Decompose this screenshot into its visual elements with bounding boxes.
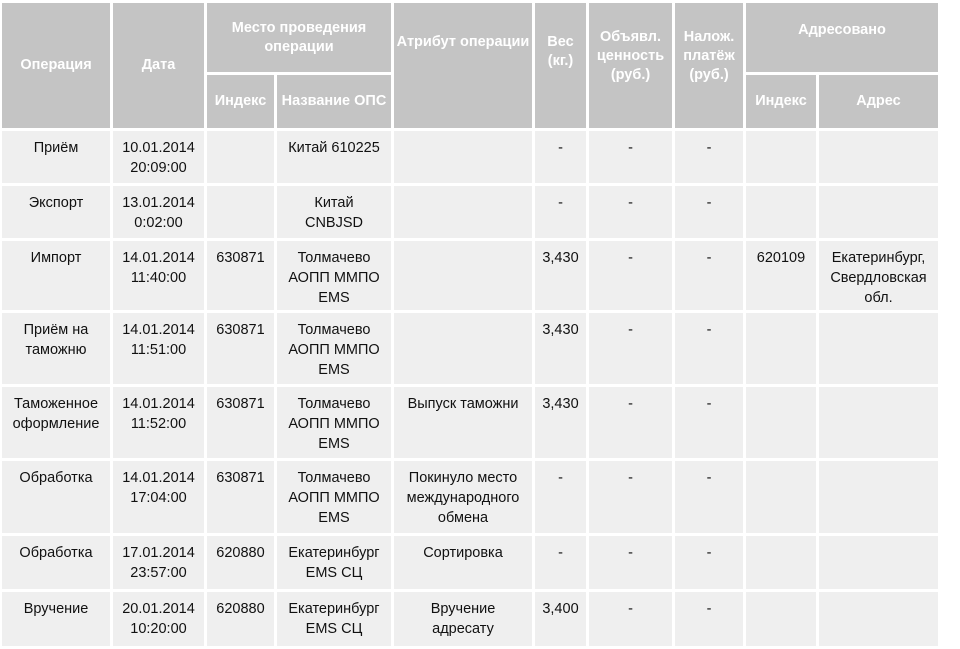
cell-declared-value: - [589, 592, 672, 646]
cell-cod: - [675, 313, 743, 384]
cell-place-index: 630871 [207, 313, 274, 384]
cell-address [819, 131, 938, 183]
header-addr-index: Индекс [746, 75, 816, 128]
cell-declared-value: - [589, 313, 672, 384]
table-row [2, 592, 938, 646]
cell-cod: - [675, 387, 743, 458]
table-row [2, 536, 938, 589]
cell-date: 20.01.2014 10:20:00 [113, 592, 204, 646]
cell-place-index: 630871 [207, 461, 274, 533]
cell-date: 13.01.2014 0:02:00 [113, 186, 204, 238]
cell-operation: Импорт [2, 241, 110, 310]
header-cod: Налож. платёж (руб.) [675, 3, 743, 128]
cell-attribute [394, 186, 532, 238]
cell-attribute [394, 241, 532, 310]
cell-declared-value: - [589, 131, 672, 183]
cell-weight: - [535, 131, 586, 183]
cell-addr-index [746, 592, 816, 646]
cell-address [819, 387, 938, 458]
cell-operation: Таможенное оформление [2, 387, 110, 458]
cell-place-index: 620880 [207, 536, 274, 589]
cell-cod: - [675, 131, 743, 183]
cell-declared-value: - [589, 241, 672, 310]
cell-place-name: Китай CNBJSD [277, 186, 391, 238]
cell-place-index [207, 131, 274, 183]
header-place-name: Название ОПС [277, 75, 391, 128]
cell-place-index [207, 186, 274, 238]
cell-place-index: 620880 [207, 592, 274, 646]
cell-address [819, 592, 938, 646]
table-row [2, 186, 938, 238]
cell-addr-index [746, 461, 816, 533]
cell-operation: Обработка [2, 461, 110, 533]
cell-place-index: 630871 [207, 387, 274, 458]
header-declared-value: Объявл. ценность (руб.) [589, 3, 672, 128]
cell-weight: - [535, 536, 586, 589]
cell-attribute: Вручение адресату [394, 592, 532, 646]
cell-place-index: 630871 [207, 241, 274, 310]
cell-addr-index [746, 186, 816, 238]
cell-operation: Приём [2, 131, 110, 183]
cell-addr-index [746, 313, 816, 384]
cell-cod: - [675, 592, 743, 646]
cell-operation: Обработка [2, 536, 110, 589]
cell-operation: Вручение [2, 592, 110, 646]
cell-place-name: Толмачево АОПП ММПО EMS [277, 461, 391, 533]
cell-date: 14.01.2014 11:52:00 [113, 387, 204, 458]
header-addr-address: Адрес [819, 75, 938, 128]
cell-attribute: Сортировка [394, 536, 532, 589]
cell-date: 14.01.2014 17:04:00 [113, 461, 204, 533]
cell-date: 17.01.2014 23:57:00 [113, 536, 204, 589]
header-place: Место проведения операции [207, 3, 391, 72]
cell-operation: Экспорт [2, 186, 110, 238]
cell-cod: - [675, 241, 743, 310]
cell-date: 14.01.2014 11:51:00 [113, 313, 204, 384]
cell-address [819, 536, 938, 589]
header-addressed: Адресовано [746, 3, 938, 72]
cell-declared-value: - [589, 387, 672, 458]
cell-place-name: Толмачево АОПП ММПО EMS [277, 387, 391, 458]
cell-declared-value: - [589, 186, 672, 238]
cell-addr-index [746, 131, 816, 183]
cell-cod: - [675, 536, 743, 589]
cell-weight: 3,430 [535, 313, 586, 384]
cell-declared-value: - [589, 536, 672, 589]
cell-weight: 3,430 [535, 241, 586, 310]
table-row [2, 461, 938, 533]
cell-weight: 3,430 [535, 387, 586, 458]
cell-place-name: Китай 610225 [277, 131, 391, 183]
cell-address: Екатеринбург, Свердловская обл. [819, 241, 938, 310]
cell-address [819, 186, 938, 238]
cell-place-name: Екатеринбург EMS СЦ [277, 592, 391, 646]
cell-operation: Приём на таможню [2, 313, 110, 384]
header-date: Дата [113, 3, 204, 128]
cell-place-name: Толмачево АОПП ММПО EMS [277, 313, 391, 384]
cell-declared-value: - [589, 461, 672, 533]
cell-cod: - [675, 186, 743, 238]
table-row [2, 131, 938, 183]
header-weight: Вес (кг.) [535, 3, 586, 128]
cell-date: 10.01.2014 20:09:00 [113, 131, 204, 183]
cell-date: 14.01.2014 11:40:00 [113, 241, 204, 310]
cell-attribute [394, 313, 532, 384]
cell-address [819, 461, 938, 533]
header-operation: Операция [2, 3, 110, 128]
cell-place-name: Екатеринбург EMS СЦ [277, 536, 391, 589]
cell-attribute [394, 131, 532, 183]
header-place-index: Индекс [207, 75, 274, 128]
table-row [2, 241, 938, 310]
cell-addr-index: 620109 [746, 241, 816, 310]
cell-addr-index [746, 387, 816, 458]
table-row [2, 313, 938, 384]
cell-addr-index [746, 536, 816, 589]
header-attribute: Атрибут операции [394, 3, 532, 128]
cell-weight: - [535, 186, 586, 238]
cell-address [819, 313, 938, 384]
cell-place-name: Толмачево АОПП ММПО EMS [277, 241, 391, 310]
cell-weight: 3,400 [535, 592, 586, 646]
cell-attribute: Выпуск таможни [394, 387, 532, 458]
cell-weight: - [535, 461, 586, 533]
cell-cod: - [675, 461, 743, 533]
table-row [2, 387, 938, 458]
cell-attribute: Покинуло место международного обмена [394, 461, 532, 533]
